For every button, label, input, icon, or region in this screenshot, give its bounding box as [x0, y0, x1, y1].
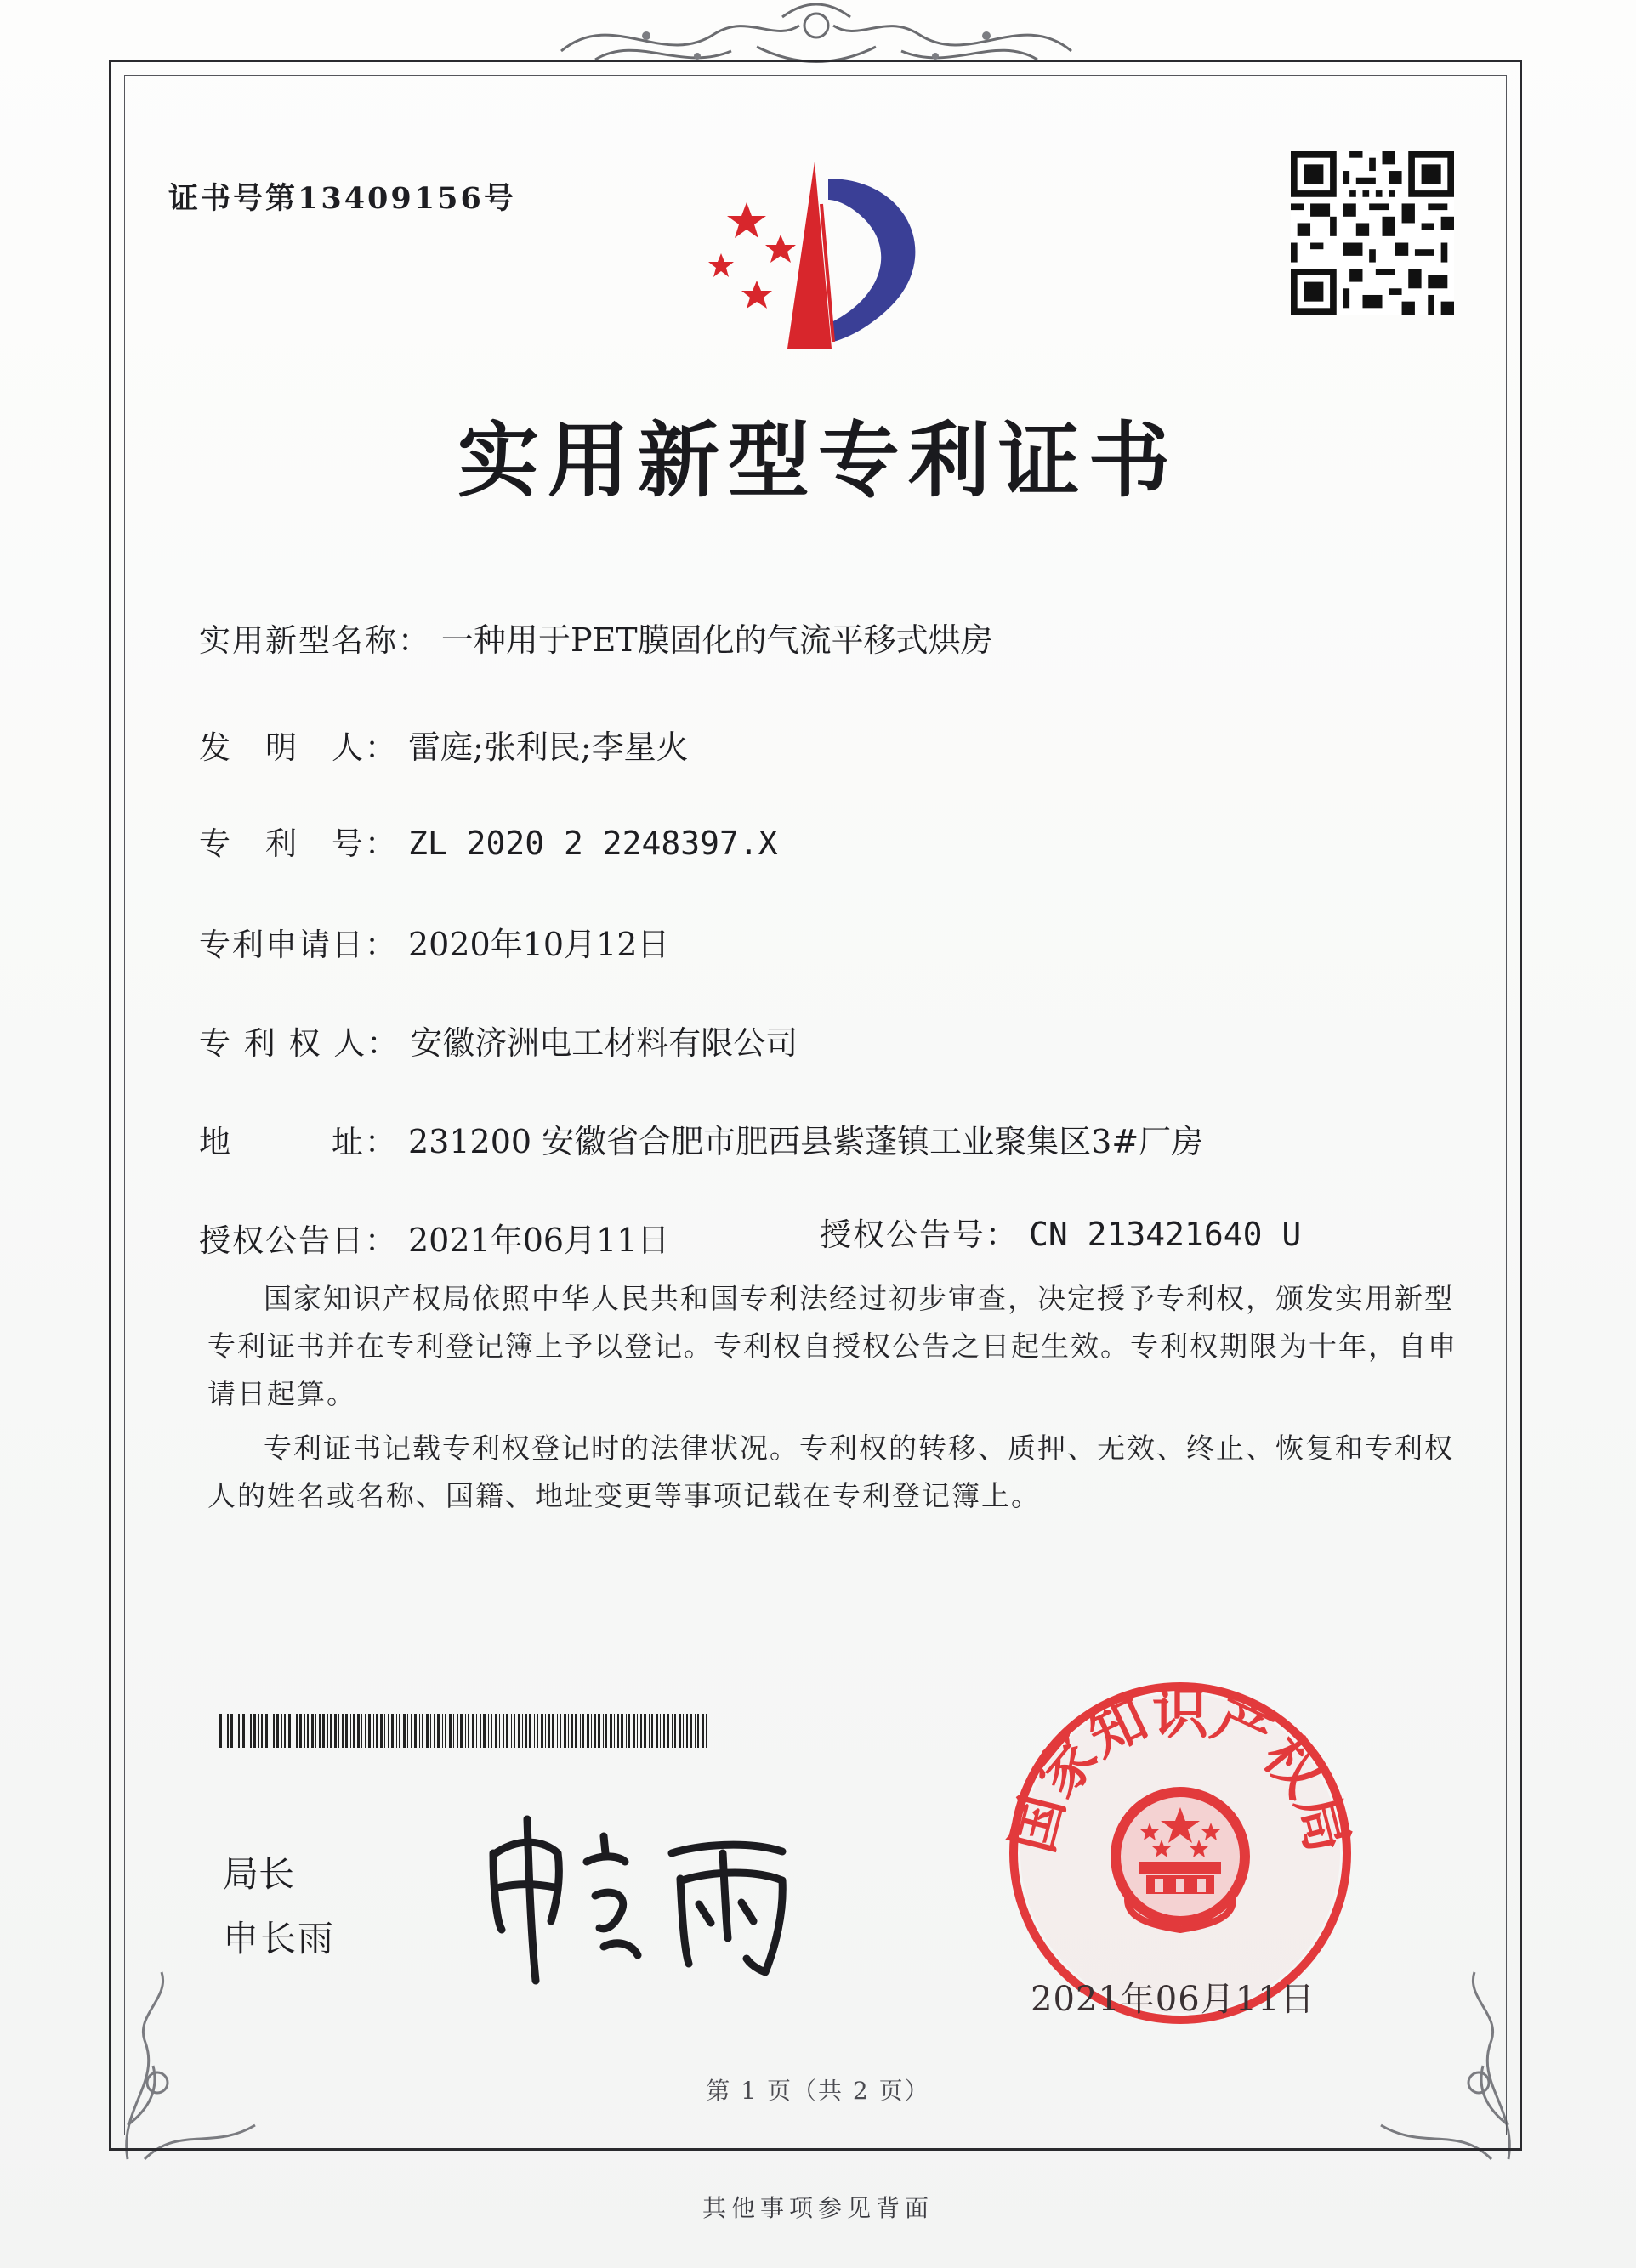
field-address-value: 231200 安徽省合肥市肥西县紫蓬镇工业聚集区3#厂房 [408, 1123, 1204, 1160]
legal-paragraph-2: 专利证书记载专利权登记时的法律状况。专利权的转移、质押、无效、终止、恢复和专利权人的姓名或名称、国籍、地址变更等事项记载在专利登记簿上。 [207, 1432, 1454, 1512]
field-name-value: 一种用于PET膜固化的气流平移式烘房 [441, 621, 993, 659]
field-name-label: 实用新型名称： [199, 622, 431, 659]
director-name: 申长雨 [223, 1918, 336, 1959]
field-patent-no-row [199, 818, 778, 864]
seal-text: 国家知识产权局 [998, 1680, 1362, 1859]
field-inventors-label: 发 明 人： [199, 729, 398, 766]
barcode-icon [219, 1714, 711, 1748]
field-patentee-value: 安徽济洲电工材料有限公司 [410, 1024, 798, 1062]
field-grant-date-label: 授权公告日： [199, 1222, 398, 1259]
page-number: 第 1 页（共 2 页） [706, 2077, 930, 2105]
field-patent-no-value: ZL 2020 2 2248397.X [408, 825, 778, 862]
field-grant-no-label: 授权公告号： [820, 1216, 1019, 1253]
field-patentee-row [199, 1017, 798, 1063]
cnipa-emblem-icon [687, 153, 942, 357]
director-title: 局长 [223, 1853, 295, 1895]
field-patentee-label: 专 利 权 人： [199, 1025, 400, 1062]
field-grant-no-value: CN 213421640 U [1029, 1216, 1302, 1253]
seal-date: 2021年06月11日 [1031, 1980, 1315, 2019]
certificate-title: 实用新型专利证书 [457, 412, 1179, 508]
field-inventors-value: 雷庭;张利民;李星火 [408, 729, 689, 766]
field-grant-date-value: 2021年06月11日 [408, 1222, 670, 1259]
director-signature [476, 1802, 833, 1989]
field-filing-date-label: 专利申请日： [199, 927, 398, 963]
field-inventors-row [199, 721, 689, 768]
national-emblem-icon [1111, 1787, 1250, 1930]
field-grant-date-row [199, 1214, 669, 1261]
field-filing-date-value: 2020年10月12日 [408, 926, 670, 963]
field-filing-date-row [199, 918, 669, 965]
field-address-row [199, 1115, 1203, 1162]
legal-paragraph-1: 国家知识产权局依照中华人民共和国专利法经过初步审查，决定授予专利权，颁发实用新型专利证书并在专利登记簿上予以登记。专利权自授权公告之日起生效。专利权期限为十年，自申请日起算。 [207, 1282, 1457, 1410]
field-name-row [199, 614, 993, 661]
qr-code-icon [1291, 151, 1454, 315]
footer-note: 其他事项参见背面 [702, 2194, 934, 2222]
field-patent-no-label: 专 利 号： [199, 825, 398, 862]
field-address-label: 地 址： [199, 1124, 398, 1160]
field-grant-no-row [820, 1209, 1301, 1255]
certificate-number: 证书号第13409156号 [168, 181, 516, 216]
